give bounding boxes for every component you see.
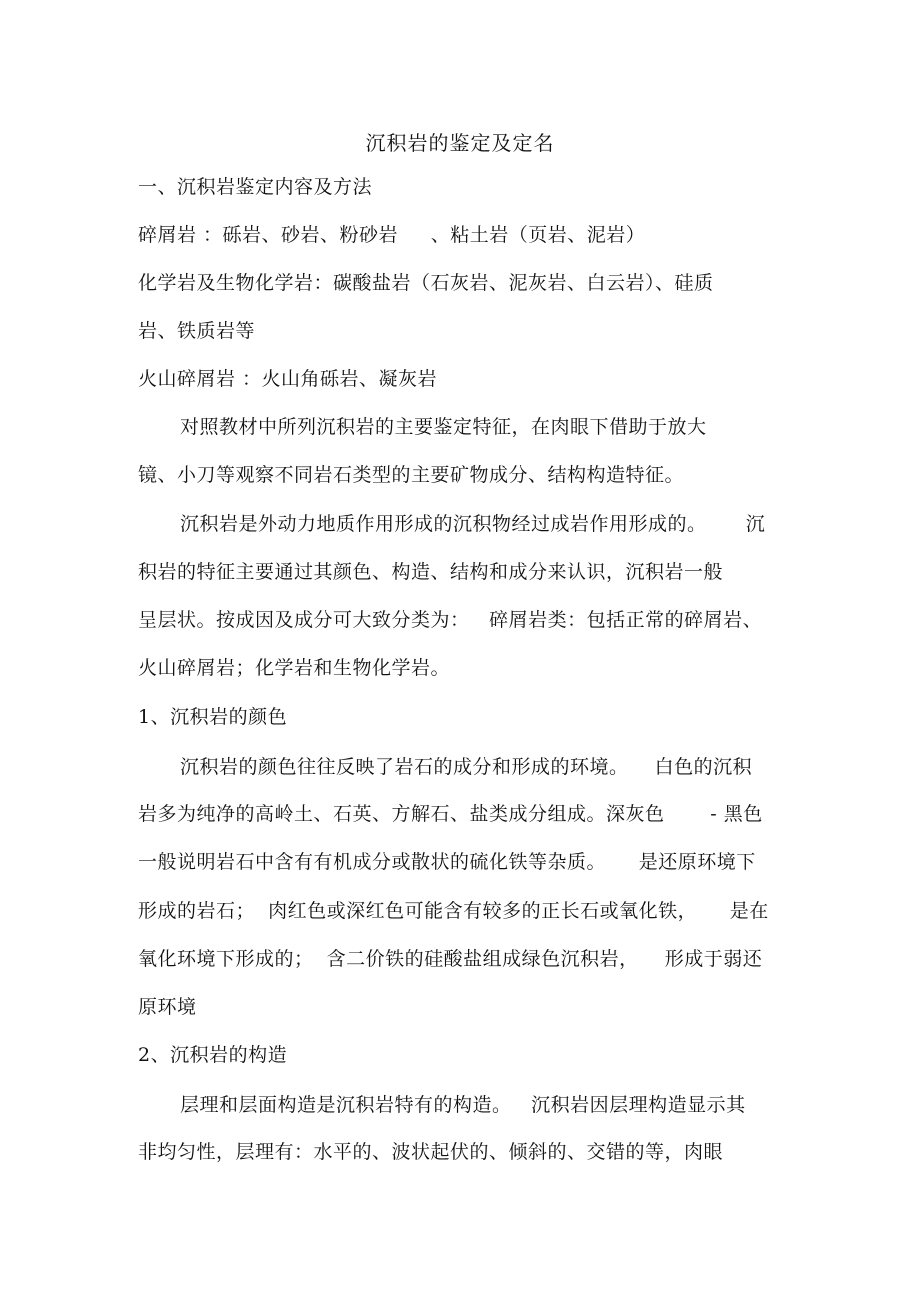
paragraph-line: 原环境 xyxy=(138,996,197,1018)
paragraph-line: 对照教材中所列沉积岩的主要鉴定特征，在肉眼下借助于放大 xyxy=(180,416,707,438)
paragraph-line: 氧化环境下形成的； 含二价铁的硅酸盐组成绿色沉积岩， 形成于弱还 xyxy=(138,948,763,970)
section-heading: 2、沉积岩的构造 xyxy=(138,1044,288,1066)
paragraph-line: 火山碎屑岩；化学岩和生物化学岩。 xyxy=(138,657,451,679)
paragraph-line: 岩多为纯净的高岭土、石英、方解石、盐类成分组成。深灰色 - 黑色 xyxy=(138,803,763,825)
paragraph-line: 镜、小刀等观察不同岩石类型的主要矿物成分、结构构造特征。 xyxy=(138,464,685,486)
paragraph-line: 非均匀性，层理有：水平的、波状起伏的、倾斜的、交错的等，肉眼 xyxy=(138,1141,724,1163)
paragraph-line: 岩、铁质岩等 xyxy=(138,320,256,342)
paragraph-line: 呈层状。按成因及成分可大致分类为： 碎屑岩类：包括正常的碎屑岩、 xyxy=(138,609,763,631)
paragraph-line: 积岩的特征主要通过其颜色、构造、结构和成分来认识，沉积岩一般 xyxy=(138,561,724,583)
paragraph-line: 碎屑岩 ：砾岩、砂岩、粉砂岩 、粘土岩（页岩、泥岩） xyxy=(138,224,646,246)
document-title: 沉积岩的鉴定及定名 xyxy=(365,131,555,155)
paragraph-line: 一般说明岩石中含有有机成分或散状的硫化铁等杂质。 是还原环境下 xyxy=(138,851,756,873)
paragraph-line: 沉积岩的颜色往往反映了岩石的成分和形成的环境。 白色的沉积 xyxy=(180,756,753,778)
paragraph-line: 化学岩及生物化学岩：碳酸盐岩（石灰岩、泥灰岩、白云岩）、硅质 xyxy=(138,272,714,294)
paragraph-line: 沉积岩是外动力地质作用形成的沉积物经过成岩作用形成的。 沉 xyxy=(180,513,766,535)
section-heading: 1、沉积岩的颜色 xyxy=(138,706,288,728)
section-heading: 一、沉积岩鉴定内容及方法 xyxy=(138,176,373,198)
paragraph-line: 层理和层面构造是沉积岩特有的构造。 沉积岩因层理构造显示其 xyxy=(180,1094,746,1116)
paragraph-line: 火山碎屑岩 ：火山角砾岩、凝灰岩 xyxy=(138,368,438,390)
paragraph-line: 形成的岩石； 肉红色或深红色可能含有较多的正长石或氧化铁， 是在 xyxy=(138,900,769,922)
